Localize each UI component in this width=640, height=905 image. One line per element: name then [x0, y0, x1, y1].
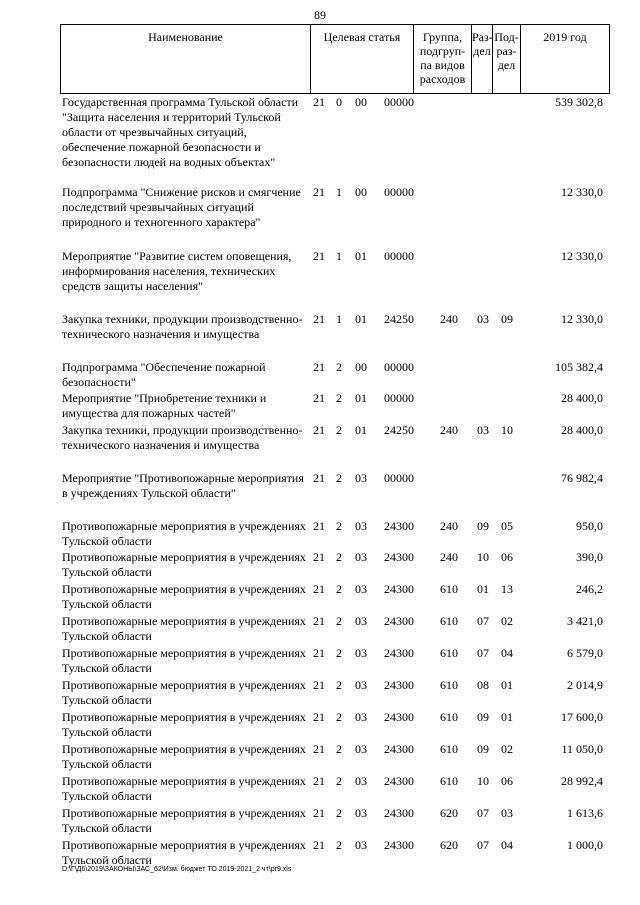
row-code-subprogram: 2: [336, 710, 342, 724]
row-code-subprogram: 1: [336, 185, 342, 199]
row-code-program: 21: [313, 550, 325, 564]
row-code-program: 21: [313, 423, 325, 437]
page-number: 89: [314, 8, 326, 22]
row-code-event: 03: [355, 614, 367, 628]
row-code-event: 03: [355, 471, 367, 485]
row-code-program: 21: [313, 806, 325, 820]
row-code-subprogram: 2: [336, 838, 342, 852]
row-subsection: 01: [501, 710, 513, 724]
row-amount: 390,0: [576, 550, 603, 564]
row-name: Противопожарные мероприятия в учреждениях Тульской области: [62, 710, 306, 739]
row-code-program: 21: [313, 519, 325, 533]
row-name: Противопожарные мероприятия в учреждениях Тульской области: [62, 838, 306, 867]
header-name: Наименование: [60, 25, 310, 93]
row-name: Противопожарные мероприятия в учреждениях Тульской области: [62, 614, 306, 643]
row-code-event: 01: [355, 312, 367, 326]
row-code-subprogram: 2: [336, 614, 342, 628]
row-subsection: 10: [501, 423, 513, 437]
row-code-event: 03: [355, 742, 367, 756]
row-code-event: 00: [355, 360, 367, 374]
row-code-event: 01: [355, 423, 367, 437]
row-amount: 76 982,4: [561, 471, 603, 485]
row-code-subprogram: 2: [336, 646, 342, 660]
row-amount: 28 400,0: [561, 391, 603, 405]
row-amount: 28 400,0: [561, 423, 603, 437]
row-code-event: 03: [355, 806, 367, 820]
row-code-program: 21: [313, 838, 325, 852]
header-target: Целевая статья: [310, 25, 413, 93]
row-code-subprogram: 2: [336, 519, 342, 533]
row-code-event: 03: [355, 519, 367, 533]
row-code-subprogram: 2: [336, 806, 342, 820]
header-year: 2019 год: [520, 25, 610, 93]
row-subsection: 01: [501, 678, 513, 692]
row-code-direction: 24300: [384, 646, 414, 660]
header-section: Раз-дел: [471, 25, 492, 93]
row-subsection: 06: [501, 550, 513, 564]
row-expense-group: 610: [440, 774, 458, 788]
row-code-subprogram: 0: [336, 95, 342, 109]
row-amount: 1 613,6: [567, 806, 603, 820]
row-amount: 2 014,9: [567, 678, 603, 692]
row-code-subprogram: 2: [336, 360, 342, 374]
row-name: Закупка техники, продукции производственно-технического назначения и имущества: [62, 312, 303, 341]
row-code-direction: 24300: [384, 519, 414, 533]
row-code-program: 21: [313, 678, 325, 692]
row-name: Подпрограмма "Снижение рисков и смягчение последствий чрезвычайных ситуаций природного и техногенного характера": [62, 185, 301, 229]
row-code-program: 21: [313, 95, 325, 109]
row-code-program: 21: [313, 710, 325, 724]
row-code-event: 00: [355, 185, 367, 199]
row-expense-group: 240: [440, 312, 458, 326]
row-code-direction: 00000: [384, 95, 414, 109]
row-name: Подпрограмма "Обеспечение пожарной безопасности": [62, 360, 266, 389]
row-section: 01: [477, 582, 489, 596]
row-code-direction: 24300: [384, 774, 414, 788]
row-code-subprogram: 2: [336, 423, 342, 437]
row-subsection: 13: [501, 582, 513, 596]
table-header: [60, 24, 610, 94]
row-code-program: 21: [313, 582, 325, 596]
row-subsection: 06: [501, 774, 513, 788]
row-code-subprogram: 2: [336, 742, 342, 756]
row-name: Противопожарные мероприятия в учреждениях Тульской области: [62, 519, 306, 548]
row-code-event: 00: [355, 95, 367, 109]
row-name: Противопожарные мероприятия в учреждениях Тульской области: [62, 582, 306, 611]
row-code-direction: 24300: [384, 614, 414, 628]
row-code-direction: 24300: [384, 742, 414, 756]
row-section: 09: [477, 742, 489, 756]
row-code-program: 21: [313, 185, 325, 199]
row-code-direction: 24300: [384, 678, 414, 692]
row-subsection: 03: [501, 806, 513, 820]
row-code-program: 21: [313, 774, 325, 788]
row-section: 09: [477, 710, 489, 724]
row-code-direction: 24250: [384, 312, 414, 326]
row-code-direction: 24300: [384, 806, 414, 820]
row-section: 03: [477, 423, 489, 437]
row-code-subprogram: 2: [336, 774, 342, 788]
row-name: Противопожарные мероприятия в учреждениях Тульской области: [62, 742, 306, 771]
row-subsection: 04: [501, 646, 513, 660]
row-expense-group: 610: [440, 710, 458, 724]
row-code-program: 21: [313, 249, 325, 263]
row-code-subprogram: 2: [336, 391, 342, 405]
row-code-subprogram: 1: [336, 312, 342, 326]
row-code-program: 21: [313, 614, 325, 628]
row-section: 07: [477, 646, 489, 660]
row-section: 07: [477, 838, 489, 852]
row-expense-group: 610: [440, 742, 458, 756]
row-section: 07: [477, 614, 489, 628]
header-group: Группа, подгруп-па видов расходов: [413, 25, 471, 93]
row-amount: 3 421,0: [567, 614, 603, 628]
row-amount: 246,2: [576, 582, 603, 596]
row-code-program: 21: [313, 646, 325, 660]
row-code-direction: 24300: [384, 838, 414, 852]
row-code-program: 21: [313, 360, 325, 374]
row-code-subprogram: 2: [336, 678, 342, 692]
row-amount: 17 600,0: [561, 710, 603, 724]
row-code-subprogram: 2: [336, 471, 342, 485]
row-code-direction: 00000: [384, 391, 414, 405]
row-amount: 28 992,4: [561, 774, 603, 788]
row-amount: 12 330,0: [561, 185, 603, 199]
row-section: 10: [477, 550, 489, 564]
row-code-event: 03: [355, 550, 367, 564]
row-expense-group: 240: [440, 519, 458, 533]
row-expense-group: 610: [440, 646, 458, 660]
row-section: 07: [477, 806, 489, 820]
row-name: Мероприятие "Приобретение техники и имущества для пожарных частей": [62, 391, 267, 420]
row-section: 08: [477, 678, 489, 692]
row-name: Закупка техники, продукции производственно-технического назначения и имущества: [62, 423, 303, 452]
row-amount: 12 330,0: [561, 312, 603, 326]
file-path-footer: D:\Г\Д6\2019\ЗАКОНЫ\ЗАС_62\Изм. бюджет ТО 2019-2021_2 чт\pr9.xls: [62, 866, 292, 873]
header-subsection: Под-раз-дел: [492, 25, 520, 93]
row-expense-group: 610: [440, 678, 458, 692]
row-code-event: 03: [355, 646, 367, 660]
row-code-direction: 24300: [384, 710, 414, 724]
row-amount: 539 302,8: [555, 95, 603, 109]
row-code-subprogram: 1: [336, 249, 342, 263]
row-amount: 6 579,0: [567, 646, 603, 660]
row-name: Мероприятие "Противопожарные мероприятия в учреждениях Тульской области": [62, 471, 304, 500]
row-name: Противопожарные мероприятия в учреждениях Тульской области: [62, 550, 306, 579]
row-expense-group: 610: [440, 614, 458, 628]
row-code-program: 21: [313, 391, 325, 405]
row-amount: 12 330,0: [561, 249, 603, 263]
row-code-event: 03: [355, 582, 367, 596]
row-subsection: 02: [501, 742, 513, 756]
row-name: Мероприятие "Развитие систем оповещения, информирования населения, технических средств защиты населения": [62, 249, 292, 293]
row-expense-group: 610: [440, 582, 458, 596]
row-subsection: 09: [501, 312, 513, 326]
row-code-direction: 24300: [384, 550, 414, 564]
row-code-direction: 24250: [384, 423, 414, 437]
row-code-event: 03: [355, 678, 367, 692]
row-amount: 1 000,0: [567, 838, 603, 852]
row-expense-group: 620: [440, 838, 458, 852]
row-amount: 11 050,0: [561, 742, 603, 756]
row-subsection: 04: [501, 838, 513, 852]
row-expense-group: 620: [440, 806, 458, 820]
row-section: 10: [477, 774, 489, 788]
row-name: Противопожарные мероприятия в учреждениях Тульской области: [62, 774, 306, 803]
row-expense-group: 240: [440, 550, 458, 564]
row-code-event: 03: [355, 774, 367, 788]
row-expense-group: 240: [440, 423, 458, 437]
row-code-direction: 00000: [384, 360, 414, 374]
row-section: 03: [477, 312, 489, 326]
row-code-program: 21: [313, 312, 325, 326]
row-code-subprogram: 2: [336, 582, 342, 596]
row-name: Государственная программа Тульской области "Защита населения и территорий Тульской области от чрезвычайных ситуаций, обеспечение пожарной безопасности и безопасности людей на водных объектах": [62, 95, 299, 169]
row-code-direction: 00000: [384, 185, 414, 199]
row-section: 09: [477, 519, 489, 533]
row-code-event: 01: [355, 391, 367, 405]
row-code-event: 01: [355, 249, 367, 263]
row-name: Противопожарные мероприятия в учреждениях Тульской области: [62, 678, 306, 707]
row-amount: 950,0: [576, 519, 603, 533]
row-code-direction: 00000: [384, 249, 414, 263]
row-subsection: 05: [501, 519, 513, 533]
row-code-direction: 24300: [384, 582, 414, 596]
row-name: Противопожарные мероприятия в учреждениях Тульской области: [62, 806, 306, 835]
row-code-subprogram: 2: [336, 550, 342, 564]
row-code-program: 21: [313, 742, 325, 756]
row-code-direction: 00000: [384, 471, 414, 485]
row-code-program: 21: [313, 471, 325, 485]
row-name: Противопожарные мероприятия в учреждениях Тульской области: [62, 646, 306, 675]
row-subsection: 02: [501, 614, 513, 628]
row-code-event: 03: [355, 710, 367, 724]
row-amount: 105 382,4: [555, 360, 603, 374]
row-code-event: 03: [355, 838, 367, 852]
